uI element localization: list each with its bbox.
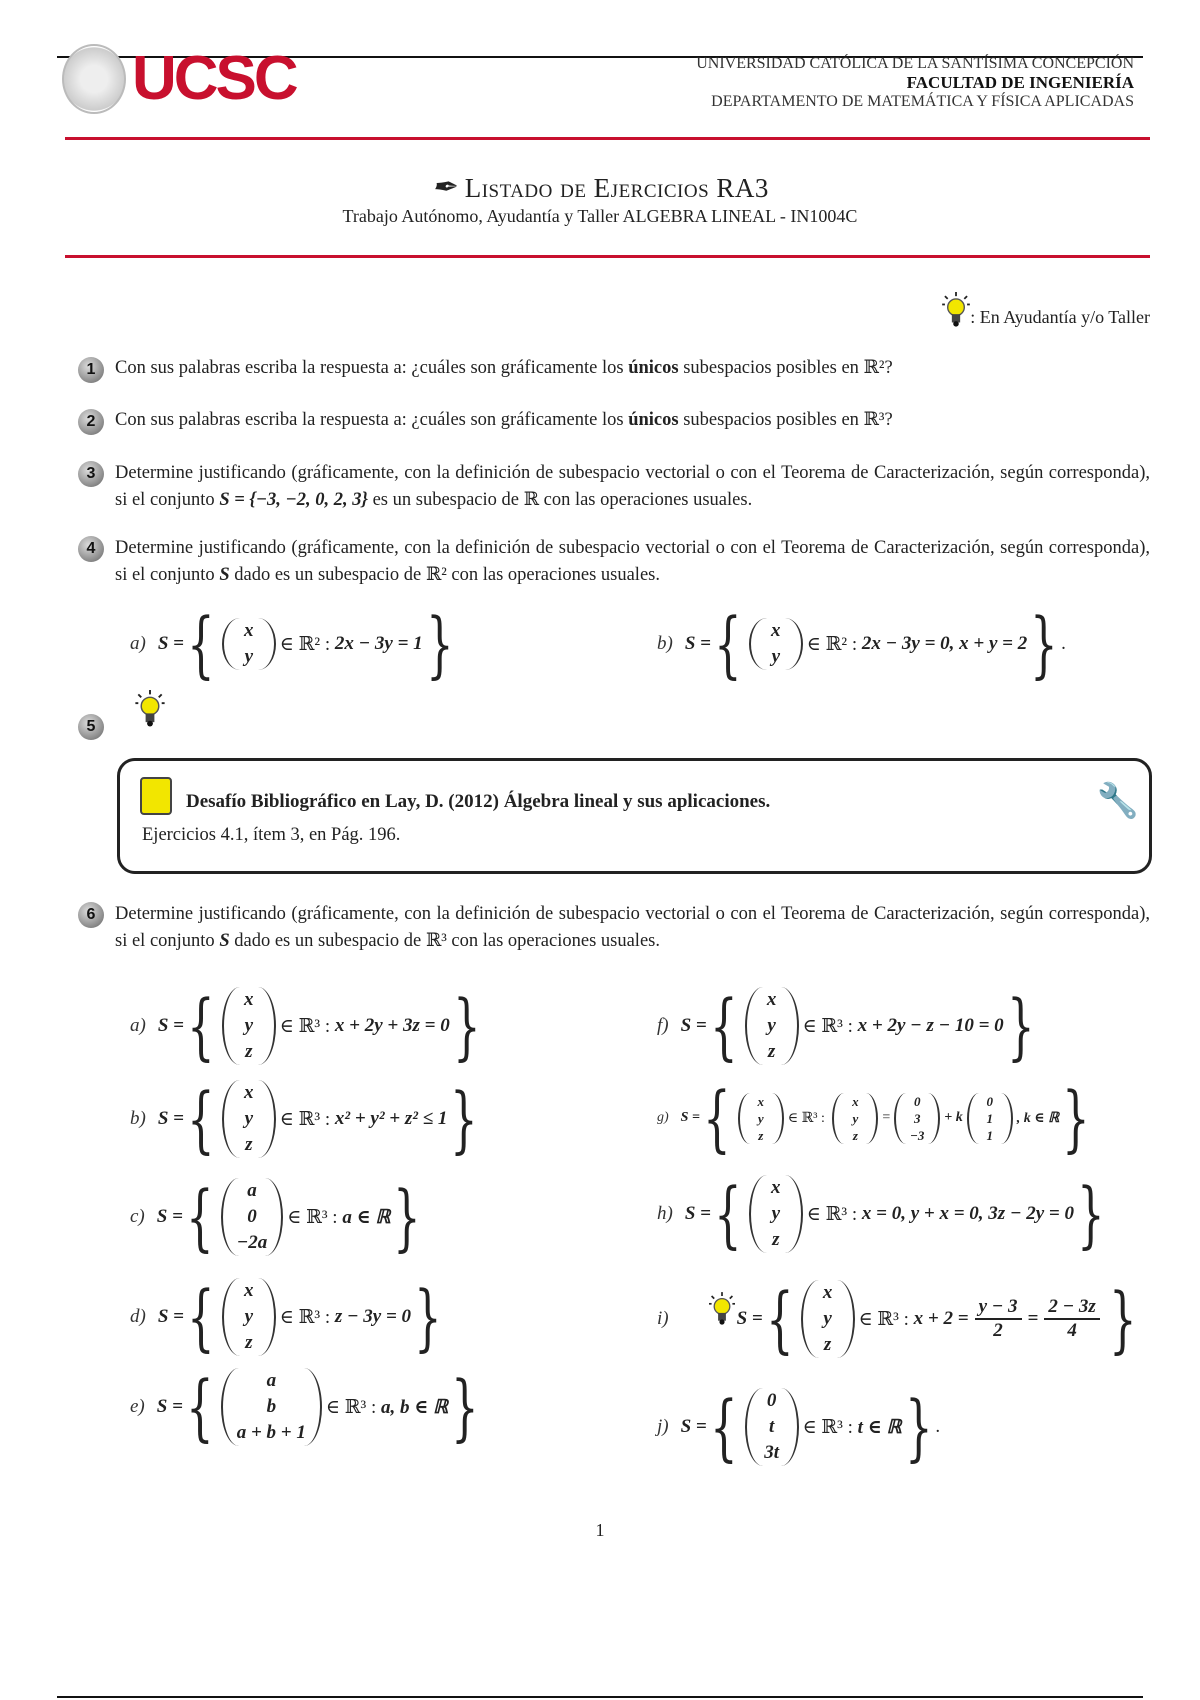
vector: x y z [832, 1093, 878, 1144]
vector: 0 1 1 [967, 1093, 1013, 1144]
brace: } [414, 1275, 442, 1359]
exercise-6g: g) S = { x y z ∈ ℝ³ : x y z = 0 3 −3 + k 0 1 1 , k ∈ ℝ } [657, 1076, 1090, 1160]
legend [942, 292, 1150, 328]
brace: } [425, 602, 454, 686]
lightbulb-icon [942, 292, 970, 328]
brace: { [186, 1175, 214, 1259]
lightbulb-icon [135, 690, 165, 728]
brace: { [709, 1385, 738, 1469]
vector: a 0 −2a [221, 1178, 284, 1256]
header-divider [65, 137, 1150, 140]
question-2: Con sus palabras escriba la respuesta a: ¿cuáles son gráficamente los únicos subespacios posibles en ℝ³? [115, 410, 893, 430]
fraction: $\frac{y - 3}{2}$ [975, 1296, 1022, 1342]
brace: } [450, 1077, 479, 1161]
ucsc-logo: UCSC [132, 44, 296, 113]
exercise-6a: a) S = { x y z ∈ ℝ³ : x + 2y + 3z = 0 } [130, 984, 481, 1068]
faculty-name: FACULTAD DE INGENIERÍA [906, 73, 1134, 92]
vector: x y z [222, 1080, 276, 1158]
question-number: 3 [78, 461, 104, 487]
department-name: DEPARTAMENTO DE MATEMÁTICA Y FÍSICA APLICADAS [711, 93, 1134, 110]
bibliographic-challenge-box [117, 758, 1152, 874]
book-icon [140, 777, 172, 815]
brace: } [1077, 1172, 1105, 1256]
vector: x y [222, 618, 276, 670]
exercise-6e: e) S = { a b a + b + 1 ∈ ℝ³ : a, b ∈ ℝ } [130, 1365, 479, 1449]
exercise-6f: f) S = { x y z ∈ ℝ³ : x + 2y − z − 10 = 0 } [657, 984, 1035, 1068]
legend-text: : En Ayudantía y/o Taller [970, 307, 1150, 327]
question-4: Determine justificando (gráficamente, con la definición de subespacio vectorial o con el Teorema de Caracterización, según corresponda), si el conjunto S dado es un subespacio de ℝ² con las operaciones usuales. [115, 538, 1150, 585]
brace: } [1062, 1076, 1090, 1160]
exercise-6d: d) S = { x y z ∈ ℝ³ : z − 3y = 0 } [130, 1275, 442, 1359]
exercise-6i: i) S = { x y z ∈ ℝ³ : x + 2 = $\frac{y - 3}{2}$ = $\frac{2 - 3z}{4}$ } [657, 1277, 1137, 1361]
brace: { [187, 602, 215, 686]
university-seal-logo [62, 44, 126, 114]
university-name: UNIVERSIDAD CATÓLICA DE LA SANTÍSIMA CONCEPCIÓN [696, 55, 1134, 72]
exercise-6c: c) S = { a 0 −2a ∈ ℝ³ : a ∈ ℝ } [130, 1175, 422, 1259]
page-subtitle: Trabajo Autónomo, Ayudantía y Taller ALGEBRA LINEAL - IN1004C [342, 206, 858, 226]
brace: { [709, 984, 738, 1068]
exercise-6b: b) S = { x y z ∈ ℝ³ : x² + y² + z² ≤ 1 } [130, 1077, 479, 1161]
page-title: ✒ Listado de Ejercicios RA3 [431, 171, 769, 204]
vector: x y z [738, 1093, 784, 1144]
brace: } [1030, 602, 1058, 686]
brace: } [1108, 1277, 1137, 1361]
question-number: 1 [78, 357, 104, 383]
page-number: 1 [595, 1520, 605, 1540]
vector: x y z [222, 1278, 276, 1356]
vector: x y z [801, 1280, 855, 1358]
fraction: $\frac{2 - 3z}{4}$ [1044, 1296, 1099, 1342]
institution-header [696, 54, 1134, 111]
question-number: 6 [78, 902, 104, 928]
exercise-4a: a) S = { x y ∈ ℝ² : 2x − 3y = 1 } [130, 602, 454, 686]
question-number: 4 [78, 536, 104, 562]
brace: } [904, 1385, 933, 1469]
brace: } [393, 1175, 422, 1259]
box-title: Desafío Bibliográfico en Lay, D. (2012) Álgebra lineal y sus aplicaciones. [186, 791, 771, 812]
quill-icon: ✒ [431, 171, 457, 204]
question-1: Con sus palabras escriba la respuesta a: ¿cuáles son gráficamente los únicos subespacios posibles en ℝ²? [115, 358, 893, 378]
exercise-6h: h) S = { x y z ∈ ℝ³ : x = 0, y + x = 0, 3z − 2y = 0 } [657, 1172, 1105, 1256]
box-text: Ejercicios 4.1, ítem 3, en Pág. 196. [142, 825, 401, 845]
brace: { [187, 984, 215, 1068]
title-divider [65, 255, 1150, 258]
vector: 0 t 3t [745, 1388, 799, 1466]
brace: } [1006, 984, 1035, 1068]
brace: { [186, 1365, 214, 1449]
brace: { [187, 1275, 215, 1359]
question-number: 5 [78, 714, 104, 740]
vector: 0 3 −3 [894, 1093, 940, 1144]
brace: } [451, 1365, 479, 1449]
brace: { [714, 1172, 742, 1256]
brace: } [452, 984, 481, 1068]
vector: x y z [749, 1175, 803, 1253]
vector: a b a + b + 1 [221, 1368, 322, 1446]
question-3: Determine justificando (gráficamente, con la definición de subespacio vectorial o con el Teorema de Caracterización, según corresponda), si el conjunto S = {−3, −2, 0, 2, 3} es un subespacio de ℝ con las operaciones usuales. [115, 463, 1150, 510]
brace: { [703, 1076, 731, 1160]
wrench-icon: 🔧 [1096, 783, 1139, 820]
bottom-rule [57, 1696, 1143, 1698]
question-number: 2 [78, 409, 104, 435]
brace: { [714, 602, 742, 686]
vector: x y [749, 618, 803, 670]
question-6: Determine justificando (gráficamente, con la definición de subespacio vectorial o con el Teorema de Caracterización, según corresponda), si el conjunto S dado es un subespacio de ℝ³ con las operaciones usuales. [115, 904, 1150, 951]
brace: { [187, 1077, 215, 1161]
lightbulb-icon [709, 1292, 735, 1326]
exercise-4b: b) S = { x y ∈ ℝ² : 2x − 3y = 0, x + y = 2 } . [657, 602, 1066, 686]
exercise-6j: j) S = { 0 t 3t ∈ ℝ³ : t ∈ ℝ } . [657, 1385, 941, 1469]
brace: { [765, 1277, 794, 1361]
vector: x y z [222, 987, 276, 1065]
vector: x y z [745, 987, 799, 1065]
